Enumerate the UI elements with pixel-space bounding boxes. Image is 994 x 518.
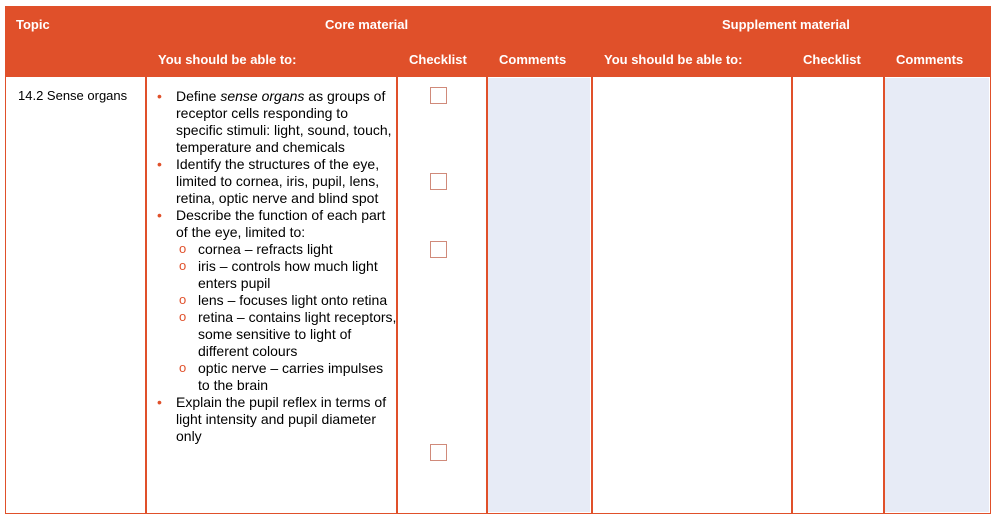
header-core-material: Core material bbox=[325, 17, 409, 32]
column-divider bbox=[145, 77, 147, 514]
checklist-table bbox=[5, 6, 991, 514]
header-row-1 bbox=[5, 6, 991, 44]
topic-cell: 14.2 Sense organs bbox=[18, 88, 128, 103]
emphasis-term: sense organs bbox=[220, 88, 305, 104]
list-item: • Describe the function of each part of the eye, limited to: o cornea – refracts light o iris – controls how much light enters pupil o lens – focuses light onto retina o retina – contains light receptors, some sensitive to light of different colours o optic nerve – carries impulses to the brain bbox=[153, 207, 398, 394]
header-supplement-comments: Comments bbox=[896, 52, 964, 67]
checklist-checkbox[interactable] bbox=[430, 241, 447, 258]
checklist-checkbox[interactable] bbox=[430, 173, 447, 190]
column-divider bbox=[883, 77, 885, 514]
checklist-checkbox[interactable] bbox=[430, 444, 447, 461]
header-row-2 bbox=[5, 44, 991, 77]
header-core-comments: Comments bbox=[499, 52, 567, 67]
header-supplement-able: You should be able to: bbox=[604, 52, 743, 67]
list-item: • Explain the pupil reflex in terms of light intensity and pupil diameter only bbox=[153, 394, 398, 445]
header-supplement-material: Supplement material bbox=[722, 17, 850, 32]
core-objectives-list bbox=[153, 88, 398, 445]
eye-parts-sublist bbox=[176, 241, 398, 394]
header-core-checklist: Checklist bbox=[409, 52, 467, 67]
header-supplement-checklist: Checklist bbox=[803, 52, 861, 67]
sublist-item: o optic nerve – carries impulses to the brain bbox=[176, 360, 398, 394]
column-divider bbox=[486, 77, 488, 514]
header-core-able: You should be able to: bbox=[158, 52, 297, 67]
sublist-item: o lens – focuses light onto retina bbox=[176, 292, 398, 309]
sublist-item: o retina – contains light receptors, some sensitive to light of different colours bbox=[176, 309, 398, 360]
column-divider bbox=[791, 77, 793, 514]
header-topic: Topic bbox=[16, 17, 50, 32]
sublist-item: o iris – controls how much light enters pupil bbox=[176, 258, 398, 292]
column-divider bbox=[591, 77, 593, 514]
list-item: • Define sense organs as groups of receptor cells responding to specific stimuli: light, sound, touch, temperature and chemicals bbox=[153, 88, 398, 156]
sublist-item: o cornea – refracts light bbox=[176, 241, 398, 258]
checklist-checkbox[interactable] bbox=[430, 87, 447, 104]
list-item: • Identify the structures of the eye, limited to cornea, iris, pupil, lens, retina, optic nerve and blind spot bbox=[153, 156, 398, 207]
